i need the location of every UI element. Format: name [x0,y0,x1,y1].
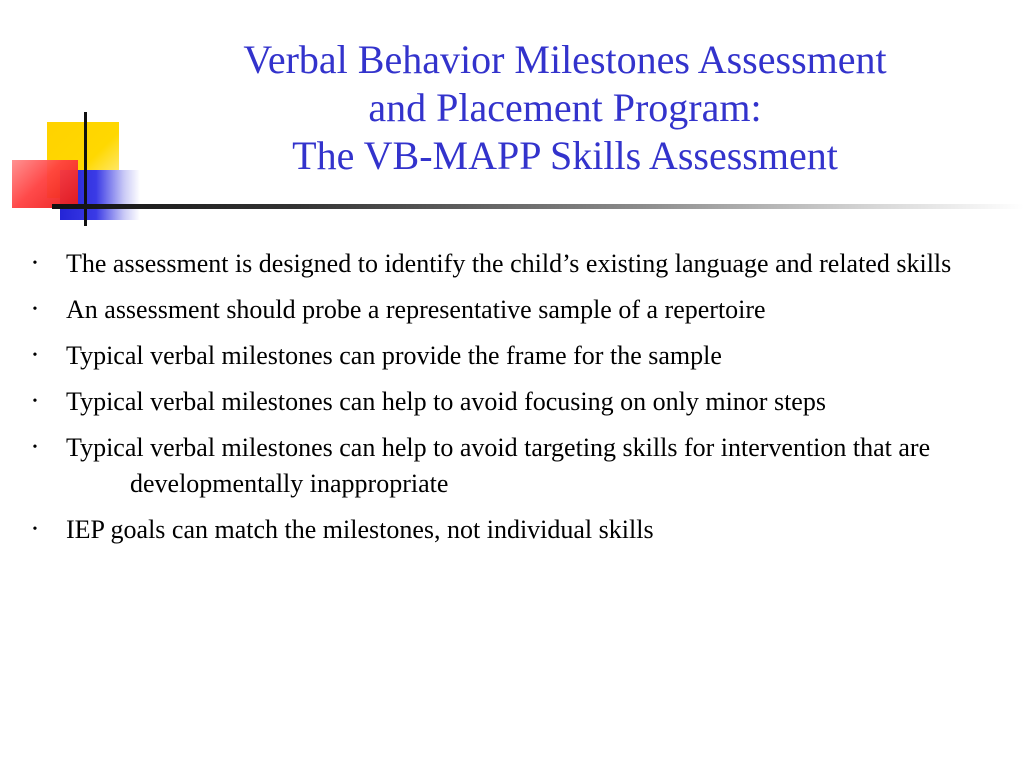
bullet-marker-icon: • [32,348,38,363]
bullet-text: Typical verbal milestones can help to avoid focusing on only minor steps [66,387,826,416]
slide-title [150,36,980,180]
bullet-marker-icon: • [32,394,38,409]
bullet-text: The assessment is designed to identify the child’s existing language and related skills [66,249,952,278]
bullet-marker-icon: • [32,440,38,455]
bullet-item [28,430,998,502]
title-line-2: and Placement Program: [368,85,762,130]
bullet-item [28,338,998,374]
red-square-shape [12,160,78,208]
bullet-marker-icon: • [32,256,38,271]
title-line-1: Verbal Behavior Milestones Assessment [243,37,887,82]
bullet-item [28,384,998,420]
bullet-marker-icon: • [32,522,38,537]
bullet-item [28,246,998,282]
bullet-text: An assessment should probe a representative sample of a repertoire [66,295,766,324]
bullet-text: Typical verbal milestones can provide the frame for the sample [66,341,722,370]
bullet-text: Typical verbal milestones can help to avoid targeting skills for intervention that are developmentally inappropriate [66,433,931,498]
bullet-marker-icon: • [32,302,38,317]
title-divider-line [52,204,1024,209]
bullet-text: IEP goals can match the milestones, not individual skills [66,515,654,544]
title-line-3: The VB-MAPP Skills Assessment [292,133,838,178]
bullet-item [28,512,998,548]
bullet-list [28,246,998,558]
bullet-item [28,292,998,328]
